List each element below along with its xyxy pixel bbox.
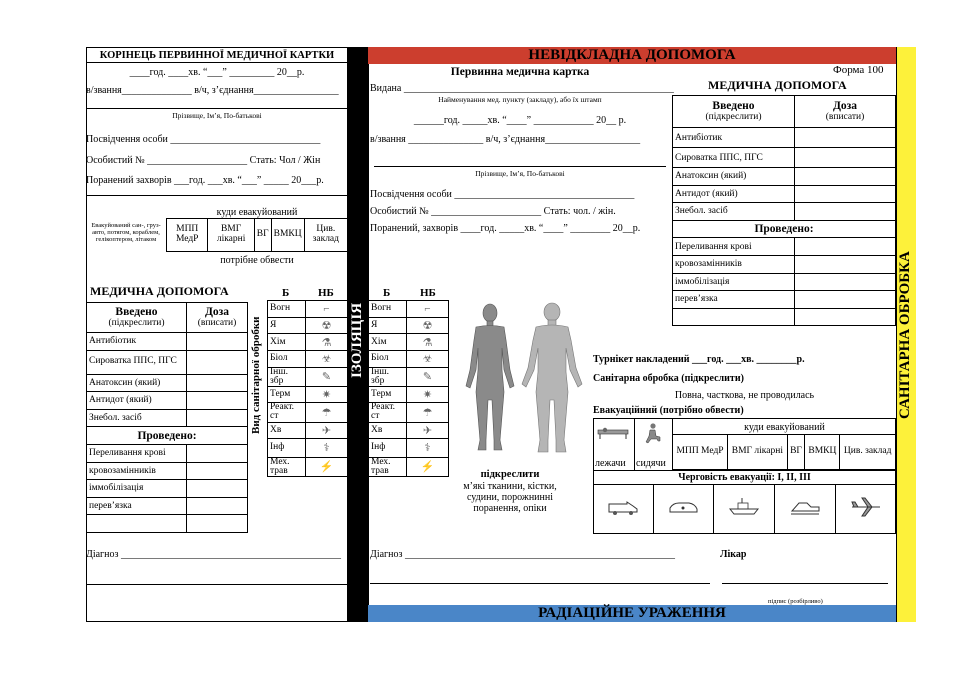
- sanitary-vertical-label: Вид санітарної обробки: [250, 316, 262, 434]
- sick-icon[interactable]: ✈: [306, 422, 348, 439]
- stub-dose-cell[interactable]: [187, 409, 248, 427]
- card-evac-table: [672, 434, 896, 470]
- stub-drug-antibiotic[interactable]: Антибіотик: [87, 333, 187, 351]
- stub-evac-table: [166, 218, 348, 252]
- stub-evac-by: Евакуйований сан-, груз- авто, потягом, кораблем, гелікоптером, літаком: [91, 222, 161, 244]
- stub-given-sub: (підкреслити): [108, 318, 165, 328]
- card-diagnosis[interactable]: Діагноз ______________________________________________________: [370, 549, 675, 560]
- card-sanitary-row-label[interactable]: Біол: [369, 351, 407, 368]
- card-sanitary-row: [369, 334, 449, 351]
- stub-proc-cell[interactable]: [187, 444, 248, 462]
- underline-title: підкреслити: [480, 469, 540, 480]
- stub-sanitary-row-label[interactable]: Біол: [268, 351, 306, 368]
- evac-sitting[interactable]: сидячи: [636, 458, 666, 469]
- stub-medhelp-title: МЕДИЧНА ДОПОМОГА: [90, 284, 229, 298]
- card-proc-immobilization[interactable]: іммобілізація: [673, 273, 795, 291]
- card-wounded-line[interactable]: Поранений, захворів ____год. _____хв. “____” ________ 20__р.: [370, 223, 641, 234]
- card-dose-cell[interactable]: [795, 168, 896, 186]
- stub-evac-vmkc[interactable]: ВМКЦ: [271, 219, 304, 252]
- card-dose-header: Доза: [832, 100, 858, 113]
- stub-rank-line[interactable]: в/звання______________ в/ч, з’єднання_________________: [86, 85, 339, 96]
- bio-icon[interactable]: ☣: [407, 351, 449, 368]
- stub-proc-cell[interactable]: [187, 497, 248, 515]
- card-sanitary-row: [369, 386, 449, 403]
- card-sanitary-row-label[interactable]: Я: [369, 317, 407, 334]
- card-proc-cell[interactable]: [795, 238, 896, 256]
- stub-date-line[interactable]: ____год. ____хв. “___” _________ 20__р.: [129, 67, 305, 78]
- stub-proc-bandage[interactable]: перев’язка: [87, 497, 187, 515]
- card-dose-cell[interactable]: [795, 128, 896, 148]
- card-sanitary-row-label[interactable]: Мех. трав: [369, 457, 407, 476]
- mech-trauma-icon[interactable]: ⚡: [407, 457, 449, 476]
- card-sanitary-row-label[interactable]: Терм: [369, 386, 407, 403]
- evac-priority: Черговість евакуації: I, II, III: [678, 472, 811, 483]
- card-sanitary-row: [369, 317, 449, 334]
- form-number: Форма 100: [833, 64, 884, 76]
- card-sanitary-row: [369, 367, 449, 386]
- card-proc-cell[interactable]: [795, 291, 896, 309]
- stub-sanitary-row: [268, 386, 348, 403]
- stub-sanitary-row: [268, 317, 348, 334]
- signature-caption: підпис (розбірливо): [768, 598, 823, 605]
- card-issued-line[interactable]: Видана ______________________________________________________: [370, 83, 674, 94]
- stub-drug-anatoxin[interactable]: Анатоксин (який): [87, 374, 187, 392]
- card-sanitary-table: [368, 300, 449, 477]
- top-band-label: НЕВІДКЛАДНА ДОПОМОГА: [528, 47, 736, 63]
- stub-drug-serum[interactable]: Сироватка ППС, ПГС: [87, 350, 187, 374]
- stub-sanitary-row-label[interactable]: Інш. збр: [268, 367, 306, 386]
- card-drug-antidote[interactable]: Антидот (який): [673, 185, 795, 203]
- ship-icon[interactable]: [728, 497, 760, 517]
- sick-icon[interactable]: ✈: [407, 422, 449, 439]
- card-name-caption: Прізвище, Ім’я, По-батькові: [475, 169, 565, 178]
- stub-proc-cell[interactable]: [187, 480, 248, 498]
- stub-sanitary-row: [268, 334, 348, 351]
- card-col-nb: НБ: [420, 287, 436, 299]
- card-sanitary-row-label[interactable]: Вогн: [369, 301, 407, 318]
- card-proc-cell[interactable]: [795, 255, 896, 273]
- stub-sanitary-row-label[interactable]: Терм: [268, 386, 306, 403]
- thermal-icon[interactable]: ✷: [306, 386, 348, 403]
- card-evac-mpp[interactable]: МПП МедР: [673, 435, 728, 470]
- stub-dose-cell[interactable]: [187, 392, 248, 410]
- card-drug-anatoxin[interactable]: Анатоксин (який): [673, 168, 795, 186]
- stub-sanitary-table: [267, 300, 348, 477]
- stub-sanitary-row: [268, 403, 348, 422]
- stub-col-b: Б: [282, 287, 290, 299]
- bio-icon[interactable]: ☣: [306, 351, 348, 368]
- card-dose-cell[interactable]: [795, 185, 896, 203]
- evac-lying[interactable]: лежачи: [595, 458, 626, 469]
- ambulance-icon[interactable]: [607, 500, 639, 516]
- stretcher-icon[interactable]: [596, 426, 630, 440]
- stub-sanitary-row-label[interactable]: Інф: [268, 439, 306, 458]
- card-proc-transfusion[interactable]: Переливання крові: [673, 238, 795, 256]
- stub-dose-header: Доза: [204, 306, 230, 319]
- radiation-sickness-icon[interactable]: ☂: [407, 403, 449, 422]
- stub-sanitary-row: [268, 422, 348, 439]
- stub-evac-civ[interactable]: Цив. заклад: [304, 219, 347, 252]
- card-evac-vmkc[interactable]: ВМКЦ: [805, 435, 840, 470]
- stub-dose-cell[interactable]: [187, 333, 248, 351]
- card-drug-antibiotic[interactable]: Антибіотик: [673, 128, 795, 148]
- card-personal-no[interactable]: Особистий № ______________________ Стать: чол. / жін.: [370, 206, 616, 217]
- infection-icon[interactable]: ⚕: [306, 439, 348, 458]
- sitting-person-icon[interactable]: [642, 422, 662, 444]
- body-back-icon[interactable]: [522, 303, 582, 452]
- car-icon[interactable]: [667, 500, 699, 516]
- underline-line-2[interactable]: судини, порожнинні: [466, 492, 553, 503]
- bottom-band-label: РАДІАЦІЙНЕ УРАЖЕННЯ: [538, 605, 726, 621]
- stub-name-caption: Прізвище, Ім’я, По-батькові: [172, 111, 262, 120]
- card-evac-vg[interactable]: ВГ: [787, 435, 805, 470]
- stub-title: КОРІНЕЦЬ ПЕРВИННОЇ МЕДИЧНОЇ КАРТКИ: [99, 50, 335, 61]
- stub-sanitary-row-label[interactable]: Хв: [268, 422, 306, 439]
- stub-wounded-line[interactable]: Поранений захворів ___год. ___хв. “___” _____ 20___р.: [86, 175, 324, 186]
- card-evac-vmg[interactable]: ВМГ лікарні: [728, 435, 787, 470]
- chemical-icon[interactable]: ⚗: [407, 334, 449, 351]
- stub-dose-sub: (вписати): [197, 318, 237, 328]
- stub-col-nb: НБ: [318, 287, 334, 299]
- sanit-options[interactable]: Повна, часткова, не проводилась: [674, 390, 815, 401]
- nuclear-icon[interactable]: ☢: [407, 317, 449, 334]
- card-evac-where: куди евакуйований: [744, 422, 825, 433]
- card-sanitary-row-label[interactable]: Інф: [369, 439, 407, 458]
- card-rank-line[interactable]: в/звання _______________ в/ч, з’єднання___________________: [370, 134, 641, 145]
- right-band-label: САНІТАРНА ОБРОБКА: [897, 251, 913, 419]
- card-sanitary-row-label[interactable]: Хім: [369, 334, 407, 351]
- stub-sanitary-row: [268, 367, 348, 386]
- card-proc-substitutes[interactable]: кровозамінників: [673, 255, 795, 273]
- stub-proc-empty[interactable]: [87, 515, 187, 533]
- stub-diagnosis[interactable]: Діагноз ____________________________________________: [86, 549, 341, 560]
- stub-evac-vg[interactable]: ВГ: [254, 219, 271, 252]
- stub-proc-cell[interactable]: [187, 515, 248, 533]
- evac-title: Евакуаційний (потрібно обвести): [593, 405, 744, 416]
- stub-proc-substitutes[interactable]: кровозамінників: [87, 462, 187, 480]
- stub-done-title: Проведено:: [87, 427, 248, 445]
- stub-sanitary-row-label[interactable]: Хім: [268, 334, 306, 351]
- card-given-sub: (підкреслити): [705, 112, 762, 122]
- infection-icon[interactable]: ⚕: [407, 439, 449, 458]
- other-weapon-icon[interactable]: ✎: [306, 367, 348, 386]
- card-proc-bandage[interactable]: перев’язка: [673, 291, 795, 309]
- card-sanitary-row: [369, 301, 449, 318]
- stub-sanitary-row: [268, 439, 348, 458]
- card-dose-cell[interactable]: [795, 203, 896, 221]
- card-given-header: Введено: [712, 100, 755, 113]
- card-sanitary-row: [369, 351, 449, 368]
- card-proc-empty[interactable]: [673, 308, 795, 326]
- card-sanitary-row-label[interactable]: Інш. збр: [369, 367, 407, 386]
- stub-id-line[interactable]: Посвідчення особи ______________________________: [86, 134, 321, 145]
- stub-drug-antidote[interactable]: Антидот (який): [87, 392, 187, 410]
- doctor-label: Лікар: [720, 549, 747, 560]
- nuclear-icon[interactable]: ☢: [306, 317, 348, 334]
- stub-sanitary-row-label[interactable]: Реакт. ст: [268, 403, 306, 422]
- card-sanitary-row: [369, 403, 449, 422]
- gun-icon[interactable]: ⌐: [407, 301, 449, 318]
- card-sanitary-row-label[interactable]: Хв: [369, 422, 407, 439]
- stub-sanitary-row: [268, 301, 348, 318]
- stub-sanitary-row-label[interactable]: Я: [268, 317, 306, 334]
- stub-sanitary-row-label[interactable]: Вогн: [268, 301, 306, 318]
- stub-given-header: Введено: [115, 306, 158, 319]
- card-sanitary-row-label[interactable]: Реакт. ст: [369, 403, 407, 422]
- body-front-icon[interactable]: [466, 304, 514, 450]
- card-sanitary-row: [369, 422, 449, 439]
- card-sanitary-row: [369, 457, 449, 476]
- card-drug-serum[interactable]: Сироватка ППС, ПГС: [673, 148, 795, 168]
- stub-proc-transfusion[interactable]: Переливання крові: [87, 444, 187, 462]
- card-title: Первинна медична картка: [450, 66, 590, 78]
- mech-trauma-icon[interactable]: ⚡: [306, 457, 348, 476]
- underline-line-1[interactable]: м’які тканини, кістки,: [463, 481, 557, 492]
- stub-evac-vmg[interactable]: ВМГ лікарні: [208, 219, 254, 252]
- stub-proc-cell[interactable]: [187, 462, 248, 480]
- stub-dose-cell[interactable]: [187, 350, 248, 374]
- card-issued-caption: Найменування мед. пункту (закладу), або їх штамп: [438, 95, 602, 104]
- card-sanitary-row: [369, 439, 449, 458]
- stub-sanitary-row: [268, 351, 348, 368]
- card-proc-cell[interactable]: [795, 273, 896, 291]
- stub-dose-cell[interactable]: [187, 374, 248, 392]
- train-icon[interactable]: [789, 497, 821, 517]
- stub-sanitary-row: [268, 457, 348, 476]
- underline-line-3[interactable]: поранення, опіки: [473, 503, 547, 514]
- card-proc-cell[interactable]: [795, 308, 896, 326]
- stub-proc-immobilization[interactable]: іммобілізація: [87, 480, 187, 498]
- card-drug-analgesic[interactable]: Знебол. засіб: [673, 203, 795, 221]
- stub-drug-analgesic[interactable]: Знебол. засіб: [87, 409, 187, 427]
- card-col-b: Б: [383, 287, 391, 299]
- tourniquet-line[interactable]: Турнікет накладений ___год. ___хв. ________р.: [593, 354, 805, 365]
- card-dose-sub: (вписати): [825, 112, 865, 122]
- radiation-sickness-icon[interactable]: ☂: [306, 403, 348, 422]
- card-date-line[interactable]: ______год. _____хв. “____” ____________ 20__ р.: [413, 115, 627, 126]
- gun-icon[interactable]: ⌐: [306, 301, 348, 318]
- thermal-icon[interactable]: ✷: [407, 386, 449, 403]
- card-medhelp-title: МЕДИЧНА ДОПОМОГА: [708, 78, 847, 92]
- stub-sanitary-row-label[interactable]: Мех. трав: [268, 457, 306, 476]
- body-diagram: [452, 300, 592, 460]
- stub-evac-where: куди евакуйований: [216, 207, 298, 218]
- card-dose-cell[interactable]: [795, 148, 896, 168]
- sanit-title: Санітарна обробка (підкреслити): [593, 373, 744, 384]
- chemical-icon[interactable]: ⚗: [306, 334, 348, 351]
- stub-personal-no[interactable]: Особистий № ____________________ Стать: Чол / Жін: [86, 155, 321, 166]
- stub-drug-table: [86, 302, 248, 533]
- stub-evac-mpp[interactable]: МПП МедР: [167, 219, 208, 252]
- other-weapon-icon[interactable]: ✎: [407, 367, 449, 386]
- card-drug-table: [672, 95, 896, 326]
- airplane-icon[interactable]: [850, 496, 882, 518]
- card-id-line[interactable]: Посвідчення особи ____________________________________: [370, 189, 635, 200]
- card-evac-civ[interactable]: Цив. заклад: [840, 435, 896, 470]
- stub-evac-note: потрібне обвести: [220, 255, 294, 266]
- card-done-title: Проведено:: [673, 220, 896, 238]
- isolation-label: ІЗОЛЯЦІЯ: [349, 302, 365, 378]
